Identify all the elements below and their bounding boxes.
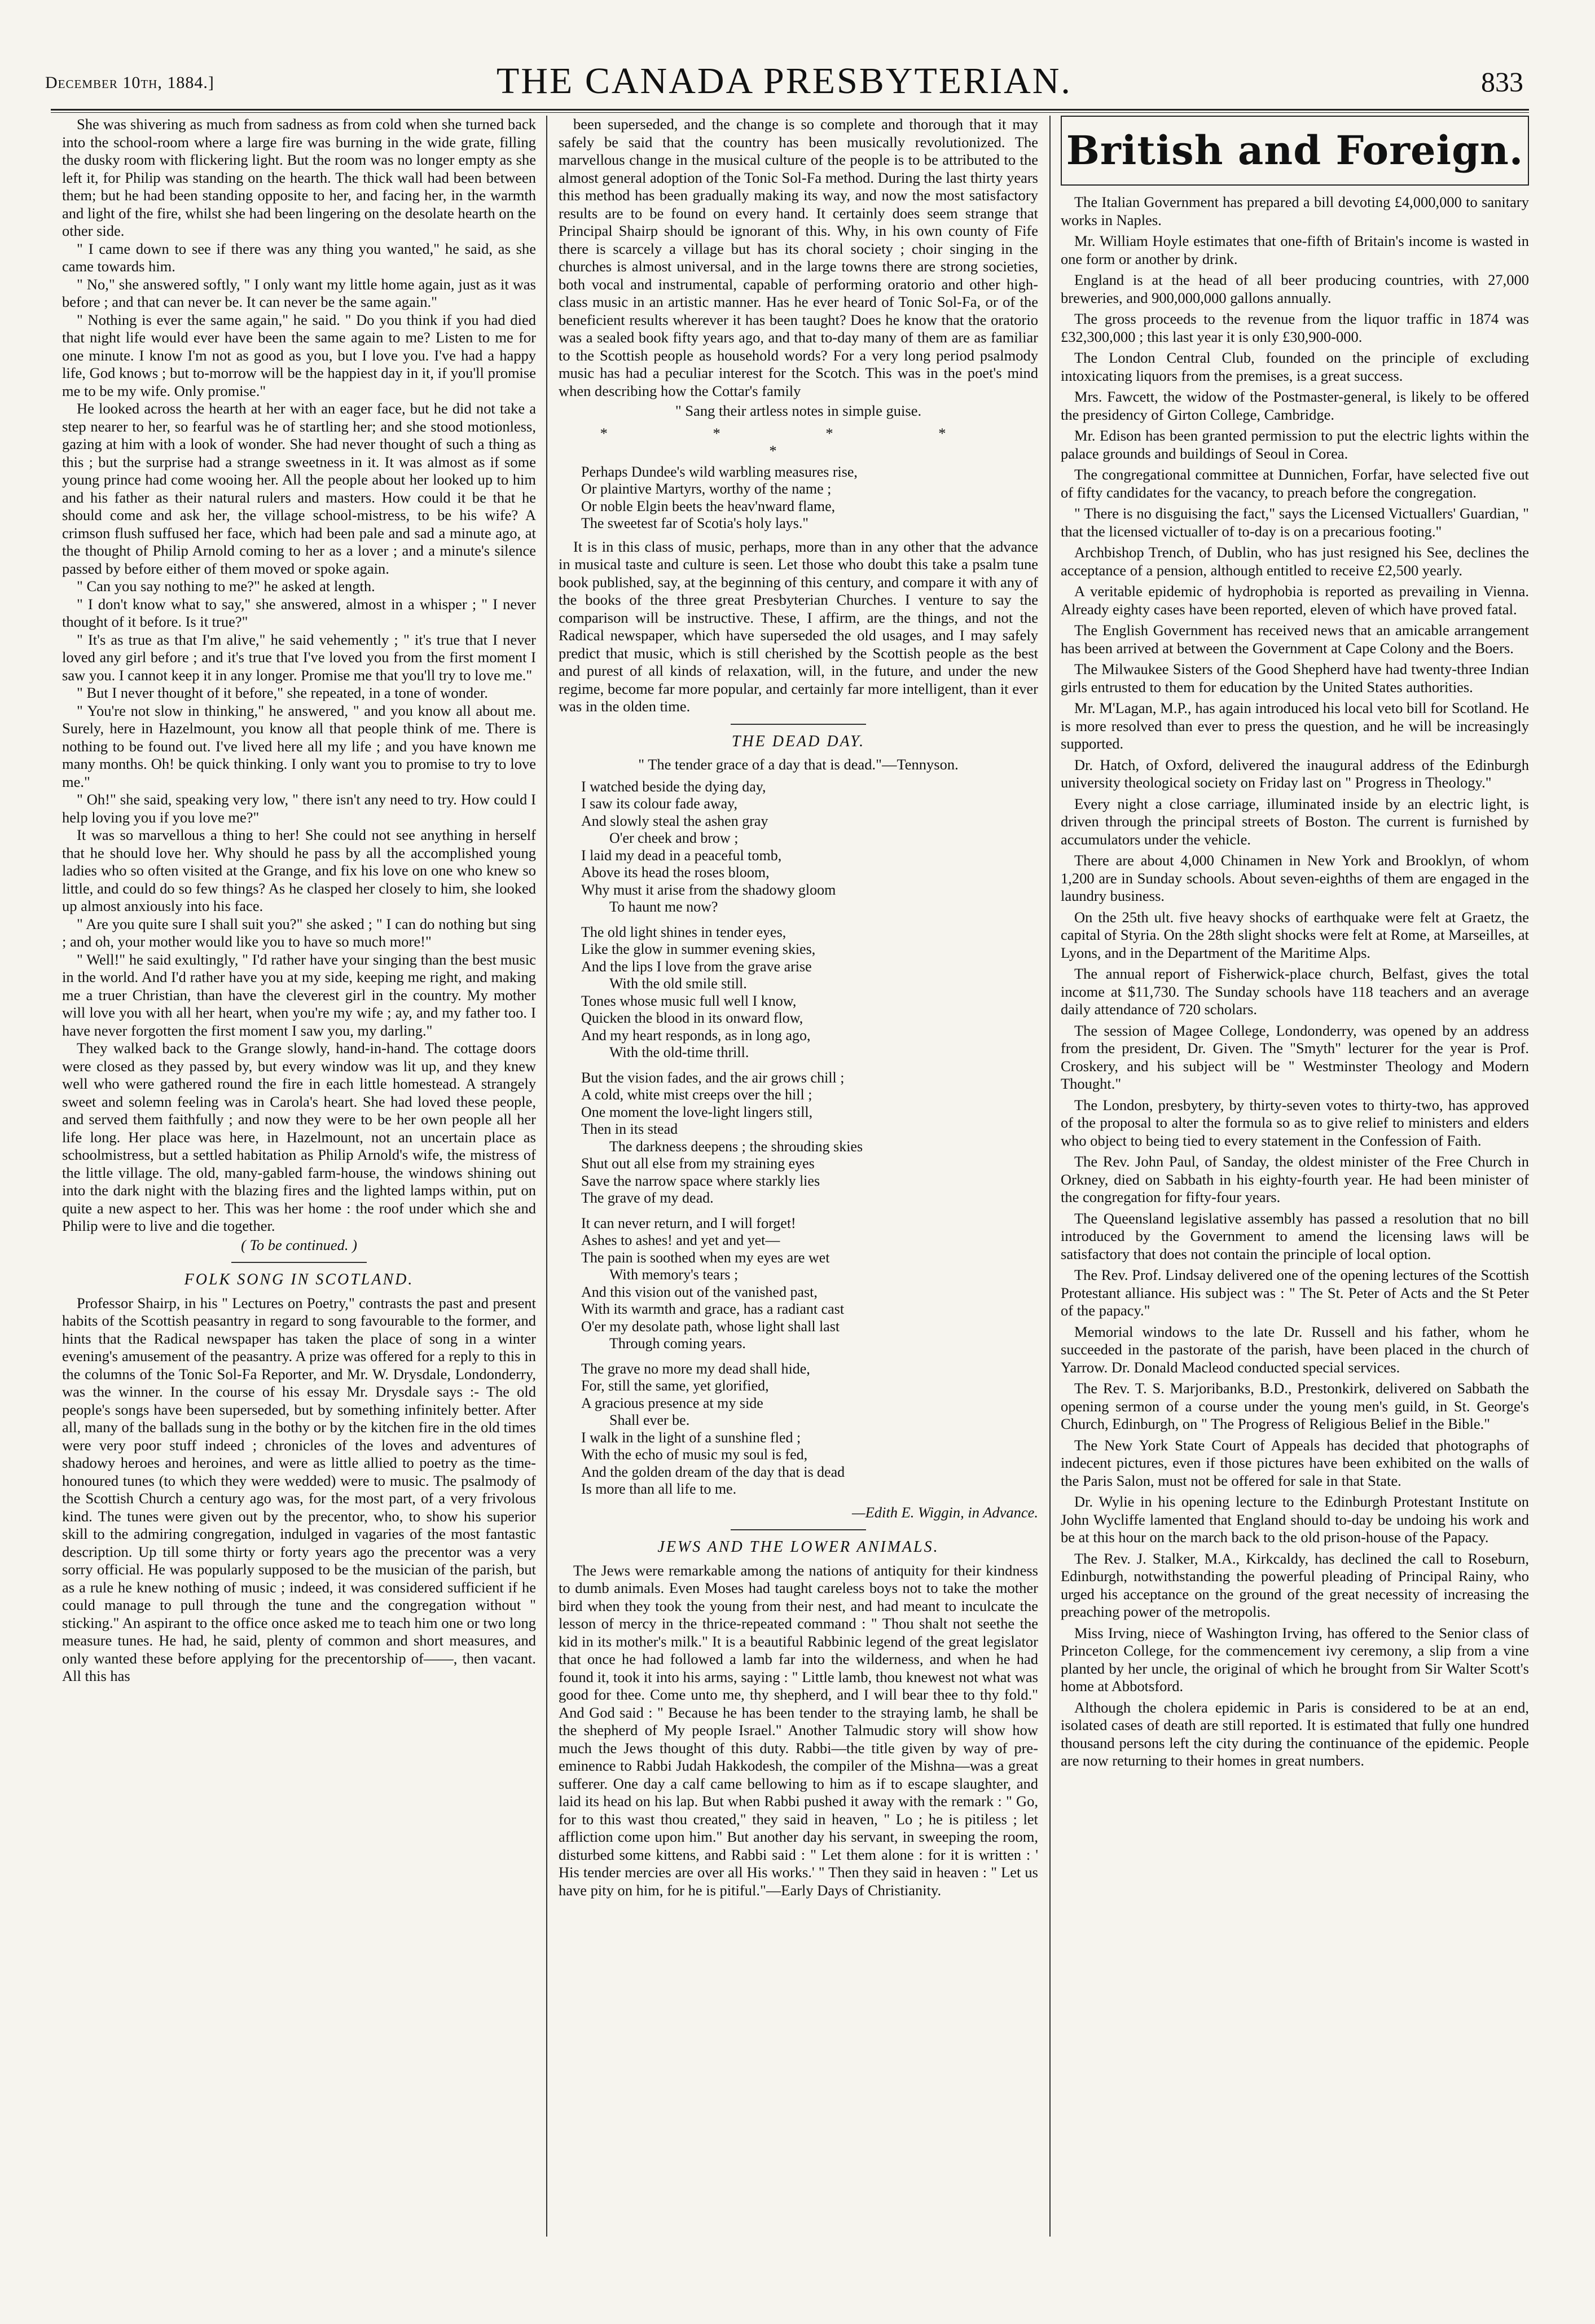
poem-line: Above its head the roses bloom, bbox=[581, 864, 770, 881]
jews-animals-article: The Jews were remarkable among the nations of antiquity for their kindness to dumb animals. Even Moses had taught careless boys not to take the mother bird when they took the young from their nest, and had meant to inculcate the lesson of mercy in the thrice-repeated command : " Thou shalt not seethe the kid in its mother's milk." It is a beautiful Rabbinic legend of the great legislator that once he had followed a lamb far into the wilderness, and when he had found it, took it into his arms, saying : " Little lamb, thou knewest not what was good for thee. Come unto me, thy shepherd, and I will bear thee to thy fold." And God said : " Because he has been tender to the straying lamb, he shall be the shepherd of My people Israel." Another Talmudic story will show how much the Jews thought of this duty. Rabbi—the title given by way of pre-eminence to Rabbi Judah Hakkodesh, the compiler of the Mishna—was a great sufferer. One day a calf came bellowing to him as if to escape slaughter, and laid its head on his lap. But when Rabbi pushed it away with the remark : " Go, for to this wast thou created," they said in heaven, " Lo ; he is pitiless ; let affliction come upon him." But another day his servant, in sweeping the room, disturbed some kittens, and Rabbi said : " Let them alone : for it is written : ' His tender mercies are over all His works.' " Then they said in heaven : " Let us have pity on him, for he is pitiful."—Early Days of Christianity. bbox=[559, 1561, 1038, 1899]
news-item: Miss Irving, niece of Washington Irving, has offered to the Senior class of Princeton College, for the commencement ivy ceremony, a slip from a vine planted by her uncle, the original of which he brought from Sir Walter Scott's home at Abbotsford. bbox=[1061, 1624, 1529, 1694]
poem-line: Is more than all life to me. bbox=[581, 1481, 737, 1497]
story-paragraph: " Nothing is ever the same again," he said. " Do you think if you had died that night life would ever have been the same again to me? Listen to me for one minute. I know I'm not as good as you, but I love you. I've had a happy life, God knows ; but to-morrow will be the happiest day in it, if you'll promise me to be my wife. Only promise." bbox=[62, 311, 536, 399]
news-items bbox=[1061, 193, 1529, 1770]
section-divider bbox=[731, 724, 866, 725]
poem-line: With the old-time thrill. bbox=[609, 1044, 749, 1060]
poem-line: I walk in the light of a sunshine fled ; bbox=[581, 1429, 801, 1446]
news-item: Mr. M'Lagan, M.P., has again introduced his local veto bill for Scotland. He is more resolved than ever to press the question, and he will be increasingly supported. bbox=[1061, 699, 1529, 752]
news-item: The congregational committee at Dunnichen, Forfar, have selected five out of fifty candidates for the vacancy, to preach before the congregation. bbox=[1061, 466, 1529, 501]
poem-line: And the lips I love from the grave arise bbox=[581, 958, 812, 975]
stanza-break bbox=[581, 1353, 1038, 1361]
story-paragraph: " You're not slow in thinking," he answered, " and you know all about me. Surely, here in Hazelmount, you know all that people think of me. There is nothing to be found out. I've lived here all my life ; and you have known me many months. Oh! be quick thinking. I only want you to promise to try to love me." bbox=[62, 702, 536, 790]
news-item: On the 25th ult. five heavy shocks of earthquake were felt at Graetz, the capital of Styria. On the 28th slight shocks were felt at Rome, at Marseilles, at Lyons, and in the Department of the Maritime Alps. bbox=[1061, 908, 1529, 961]
stanza-break bbox=[581, 1207, 1038, 1215]
story-paragraph: It was so marvellous a thing to her! She could not see anything in herself that he should love her. Why should he pass by all the accomplished young ladies who so often visited at the Grange, and fix his love on one who knew so little, and could do so few things? As he clasped her closely to him, she looked up almost anxiously into his face. bbox=[62, 826, 536, 914]
story-paragraph: " I don't know what to say," she answered, almost in a whisper ; " I never thought of it before. Is it true?" bbox=[62, 595, 536, 630]
poem-line: With memory's tears ; bbox=[609, 1266, 739, 1283]
news-item: The London, presbytery, by thirty-seven votes to thirty-two, has approved of the proposal to alter the formula so as to give relief to ministers and elders who object to being tied to every statement in the Confession of Faith. bbox=[1061, 1096, 1529, 1149]
story-paragraph: " No," she answered softly, " I only want my little home again, just as it was before ; and that can never be. It can never be the same again." bbox=[62, 275, 536, 310]
news-item: There are about 4,000 Chinamen in New York and Brooklyn, of whom 1,200 are in Sunday schools. About seven-eighths of them are engaged in the laundry business. bbox=[1061, 852, 1529, 904]
page-header bbox=[39, 56, 1529, 107]
poem-line: One moment the love-light lingers still, bbox=[581, 1103, 813, 1120]
poem-line: Or noble Elgin beets the heav'nward flame, bbox=[581, 498, 836, 514]
poem-line: I watched beside the dying day, bbox=[581, 778, 766, 795]
story-paragraph: She was shivering as much from sadness as from cold when she turned back into the school-room where a large fire was burning in the wide grate, filling the dusky room with flickering light. But the room was no longer empty as she left it, for Philip was standing on the hearth. The thick wall had been between them; but he had been standing opposite to her, and facing her, in the warmth and light of the fire, whilst she had been lingering on the desolate hearth on the other side. bbox=[62, 116, 536, 239]
story-paragraph: They walked back to the Grange slowly, hand-in-hand. The cottage doors were closed as they passed by, but every window was lit up, and they knew well who were gathered round the fire in each little homestead. A strangely sweet and solemn feeling was in Carola's heart. She had loved these people, and served them faithfully ; and now they were to be her own people all her life long. Her place was here, in Hazelmount, not an uncertain place as schoolmistress, but a settled habitation as Philip Arnold's wife, the mistress of the little village. The old, many-gabled farm-house, the windows shining out into the dark night with the blazing fires and the lighted lamps within, put on quite a new aspect to her. This was her home : the roof under which she and Philip were to live and die together. bbox=[62, 1040, 536, 1234]
page-number: 833 bbox=[1481, 66, 1523, 98]
folk-song-title: FOLK SONG IN SCOTLAND. bbox=[184, 1271, 414, 1288]
folk-song-continued bbox=[559, 116, 1038, 400]
poem-line: Then in its stead bbox=[581, 1121, 678, 1137]
news-item: The Rev. John Paul, of Sanday, the oldest minister of the Free Church in Orkney, died on Sabbath in his eighty-fourth year. He had been minister of the congregation for fifty-four years. bbox=[1061, 1153, 1529, 1205]
poem-line: I saw its colour fade away, bbox=[581, 795, 737, 812]
story-paragraph: " I came down to see if there was any thing you wanted," he said, as she came towards him. bbox=[62, 240, 536, 275]
folk-song-conclusion: It is in this class of music, perhaps, more than in any other that the advance in musical taste and culture is seen. Let those who doubt this take a psalm tune book published, say, at the beginning of this century, and compare it with any of the books of the three great Presbyterian Churches. I venture to say the comparison will be instructive. These, I affirm, are the things, and not the Radical newspaper, which have superseded the old usages, and I may safely predict that music, which is still cherished by the Scottish people as the best and purest of all kinds of relaxation, will, in the future, and under the new regime, become far more popular, and certainly far more intelligent, than it ever was in the olden time. bbox=[559, 538, 1038, 715]
poem-line: A gracious presence at my side bbox=[581, 1394, 763, 1411]
poem-line: For, still the same, yet glorified, bbox=[581, 1377, 769, 1394]
news-item: A veritable epidemic of hydrophobia is reported as prevailing in Vienna. Already eighty cases have been reported, eleven of which have proved fatal. bbox=[1061, 583, 1529, 618]
news-item: Mrs. Fawcett, the widow of the Postmaster-general, is likely to be offered the presidency of Girton College, Cambridge. bbox=[1061, 388, 1529, 423]
poem-line: With the old smile still. bbox=[609, 975, 747, 992]
story-paragraph: " Are you quite sure I shall suit you?" she asked ; " I can do nothing but sing ; and oh, your mother would like you to have so much more!" bbox=[62, 915, 536, 950]
poem-line: Save the narrow space where starkly lies bbox=[581, 1172, 820, 1189]
poem-line: To haunt me now? bbox=[609, 899, 718, 915]
news-item: Mr. Edison has been granted permission to put the electric lights within the palace grounds and buildings of Seoul in Corea. bbox=[1061, 427, 1529, 462]
stanza-break bbox=[581, 1062, 1038, 1069]
news-item: The Rev. T. S. Marjoribanks, B.D., Prestonkirk, delivered on Sabbath the opening sermon of a course under the young men's guild, in St. George's Church, Edinburgh, on " The Progress of Religious Belief in the Bible." bbox=[1061, 1380, 1529, 1432]
issue-date: December 10th, 1884.] bbox=[45, 73, 214, 92]
poem-line: With its warmth and grace, has a radiant cast bbox=[581, 1301, 845, 1317]
news-item: The annual report of Fisherwick-place church, Belfast, gives the total income at $11,730. The Sunday schools have 118 teachers and an average daily attendance of 720 scholars. bbox=[1061, 965, 1529, 1018]
dead-day-epigraph: " The tender grace of a day that is dead."—Tennyson. bbox=[638, 756, 959, 773]
poem-line: The darkness deepens ; the shrouding skies bbox=[609, 1138, 863, 1155]
news-item: Memorial windows to the late Dr. Russell and his father, whom he succeeded in the pastorate of the parish, have been placed in the church of Yarrow. Dr. Donald Macleod conducted special services. bbox=[1061, 1323, 1529, 1376]
news-item: Mr. William Hoyle estimates that one-fifth of Britain's income is wasted in one form or another by drink. bbox=[1061, 232, 1529, 267]
poem-attribution: —Edith E. Wiggin, in Advance. bbox=[852, 1503, 1038, 1521]
news-item: The Queensland legislative assembly has passed a resolution that no bill introduced by the Government to amend the licensing laws will be satisfactory that does not contain the principle of local option. bbox=[1061, 1209, 1529, 1262]
serial-story bbox=[62, 116, 536, 1235]
dead-day-poem bbox=[581, 778, 1038, 1498]
story-paragraph: " Well!" he said exultingly, " I'd rather have your singing than the best music in the world. And I'd rather have you at my side, keeping me right, and making me a truer Christian, than have the cleverest girl in the country. My mother will love you with all her heart, when you're my wife ; ay, and my father too. I have never forgotten the first moment I saw you, my darling." bbox=[62, 950, 536, 1039]
dead-day-title: THE DEAD DAY. bbox=[731, 732, 865, 750]
ornament-stars: * * * * * bbox=[600, 424, 997, 459]
stanza-break bbox=[581, 916, 1038, 924]
poem-line: Perhaps Dundee's wild warbling measures rise, bbox=[581, 463, 858, 480]
column-1 bbox=[62, 116, 536, 2237]
poem-line: The old light shines in tender eyes, bbox=[581, 923, 786, 940]
story-paragraph: " Can you say nothing to me?" he asked at length. bbox=[77, 578, 375, 595]
news-item: Archbishop Trench, of Dublin, who has just resigned his See, declines the acceptance of a pension, although entitled to receive £2,500 yearly. bbox=[1061, 544, 1529, 579]
poem-line: And the golden dream of the day that is dead bbox=[581, 1463, 845, 1480]
news-item: " There is no disguising the fact," says the Licensed Victuallers' Guardian, " that the licensed victualler of to-day is on a precarious footing." bbox=[1061, 505, 1529, 540]
newspaper-title: THE CANADA PRESBYTERIAN. bbox=[496, 60, 1072, 102]
poem-line: But the vision fades, and the air grows chill ; bbox=[581, 1069, 845, 1086]
news-item: Dr. Hatch, of Oxford, delivered the inaugural address of the Edinburgh university theological society on Friday last on " Progress in Theology." bbox=[1061, 756, 1529, 791]
poem-line: And this vision out of the vanished past, bbox=[581, 1283, 818, 1300]
poem-line: Tones whose music full well I know, bbox=[581, 992, 797, 1009]
news-item: The Rev. Prof. Lindsay delivered one of the opening lectures of the Scottish Protestant alliance. His subject was : " The St. Peter of Acts and the St Peter of the papacy." bbox=[1061, 1266, 1529, 1319]
poem-line: I laid my dead in a peaceful tomb, bbox=[581, 847, 782, 864]
quoted-line: " Sang their artless notes in simple guise. bbox=[675, 402, 922, 419]
news-item: England is at the head of all beer producing countries, with 27,000 breweries, and 900,000,000 gallons annually. bbox=[1061, 271, 1529, 306]
story-paragraph: He looked across the hearth at her with an eager face, but he did not take a step nearer to her, so fearful was he of startling her; and she stood motionless, gazing at him with a look of wonder. She had never thought of such a thing as this ; but the surprise had a strange sweetness in it. It was almost as if some young prince had come wooing her. All the people about her looked up to him and his father as their natural rulers and masters. How could it be that he should come and ask her, the village school-mistress, to be his wife? A crimson flush suffused her face, which had been pale and sad a minute ago, at the thought of Philip Arnold coming to her as a lover ; and a minute's silence passed by before either of them moved or spoke again. bbox=[62, 400, 536, 577]
story-paragraph: " It's as true as that I'm alive," he said vehemently ; " it's true that I never loved any girl before ; and it's true that I've loved you from the first moment I saw you. I cannot keep it in any longer. Promise me that you'll try to love me." bbox=[62, 631, 536, 684]
poem-line: Ashes to ashes! and yet and yet— bbox=[581, 1232, 780, 1248]
british-foreign-heading: British and Foreign. bbox=[1061, 116, 1529, 186]
article-paragraph: been superseded, and the change is so complete and thorough that it may safely be said that the country has been musically revolutionized. The marvellous change in the musical culture of the people is to be attributed to the almost general adoption of the Tonic Sol-Fa method. During the last thirty years this method has been gradually making its way, and now the most satisfactory results are to be found on every hand. It certainly does seem strange that Principal Shairp should be ignorant of this. Why, in his own county of Fife there is scarcely a village but has its choral society ; choir singing in the churches is almost universal, and in the large towns there are strong societies, both vocal and instrumental, capable of performing oratorio and other high-class music in an artistic manner. Has he ever heard of Tonic Sol-Fa, or of the beneficient results wherever it has been taught? Does he know that the oratorio was a sealed book fifty years ago, and that to-day many of them are as familiar to the Scottish people as household words? For a very long period psalmody music has had a peculiar interest for the Scotch. This was in the poet's mind when describing how the Cottar's family bbox=[559, 116, 1038, 399]
poem-line: Shall ever be. bbox=[609, 1412, 690, 1428]
quoted-verse bbox=[581, 464, 1038, 532]
column-divider-2 bbox=[1049, 116, 1051, 2237]
poem-line: It can never return, and I will forget! bbox=[581, 1214, 796, 1231]
column-2 bbox=[559, 116, 1038, 2237]
news-item: Dr. Wylie in his opening lecture to the Edinburgh Protestant Institute on John Wycliffe lamented that England should to-day be undoing his work and be at this hour on the march back to the old prison-house of the Papacy. bbox=[1061, 1493, 1529, 1546]
poem-line: The grave no more my dead shall hide, bbox=[581, 1360, 810, 1377]
story-paragraph: " Oh!" she said, speaking very low, " there isn't any need to try. How could I help loving you if you love me?" bbox=[62, 791, 536, 826]
poem-line: Why must it arise from the shadowy gloom bbox=[581, 881, 836, 898]
poem-line: Like the glow in summer evening skies, bbox=[581, 941, 816, 957]
poem-line: Quicken the blood in its onward flow, bbox=[581, 1010, 803, 1026]
folk-song-article bbox=[62, 1295, 536, 1685]
header-rule bbox=[51, 109, 1529, 111]
news-item: The New York State Court of Appeals has decided that photographs of indecent pictures, even if those pictures have been exhibited on the walls of the Paris Salon, must not be offered for sale in that State. bbox=[1061, 1436, 1529, 1489]
news-item: The Italian Government has prepared a bill devoting £4,000,000 to sanitary works in Naples. bbox=[1061, 193, 1529, 228]
poem-line: With the echo of music my soul is fed, bbox=[581, 1446, 808, 1463]
news-item: The Milwaukee Sisters of the Good Shepherd have had twenty-three Indian girls entrusted to them for education by the United States authorities. bbox=[1061, 661, 1529, 696]
poem-line: Or plaintive Martyrs, worthy of the name ; bbox=[581, 481, 832, 497]
poem-line: Through coming years. bbox=[609, 1335, 746, 1352]
poem-line: The sweetest far of Scotia's holy lays." bbox=[581, 515, 809, 531]
section-divider bbox=[231, 1262, 367, 1263]
news-item: The Rev. J. Stalker, M.A., Kirkcaldy, has declined the call to Roseburn, Edinburgh, notwithstanding the powerful pleading of Principal Rainy, who urged his acceptance on the ground of the great necessity of increasing the preaching power of the metropolis. bbox=[1061, 1550, 1529, 1620]
column-divider-1 bbox=[546, 116, 547, 2237]
poem-line: O'er cheek and brow ; bbox=[609, 830, 739, 846]
poem-line: A cold, white mist creeps over the hill ; bbox=[581, 1086, 812, 1103]
poem-line: And my heart responds, as in long ago, bbox=[581, 1027, 811, 1044]
news-item: Although the cholera epidemic in Paris is considered to be at an end, isolated cases of death are still reported. It is estimated that fully one hundred thousand persons left the city during the continuance of the epidemic. People are now returning to their homes in great numbers. bbox=[1061, 1698, 1529, 1769]
header-rule-thin bbox=[51, 112, 1529, 113]
article-paragraph: Professor Shairp, in his " Lectures on Poetry," contrasts the past and present habits of the Scottish peasantry in regard to song favourable to the former, and hints that the Radical newspaper has taken the place of song in a winter evening's amusement of the peasantry. A prize was offered for a reply to this in the columns of the Tonic Sol-Fa Reporter, and Mr. W. Drysdale, Londonderry, was the winner. In the course of his essay Mr. Drysdale says :- The old people's songs have been superseded, but by something infinitely better. After all, many of the ballads sung in the bothy or by the kitchen fire in the old times were very poor stuff indeed ; chronicles of the loves and adventures of shadowy heroes and heroines, and were as little allied to poetry as the time-honoured tunes (to which they were wedded) were to music. The psalmody of the Scottish Church a century ago was, for the most part, of a very frivolous kind. The tunes were given out by the precentor, who, to show his superior skill to the admiring congregation, indulged in vagaries of the most fantastic description. Up till some thirty or forty years ago the precentor was a very sorry official. He was popularly supposed to be the musician of the parish, but as a rule he knew nothing of music ; indeed, it was considered sufficient if he could manage to pull through the tune and the congregation without " sticking." An aspirant to the office once asked me to teach him one or two long measure tunes. He had, he said, plenty of common and short measures, and only wanted these before applying for the precentorship of——, then vacant. All this has bbox=[62, 1294, 536, 1684]
news-item: The English Government has received news that an amicable arrangement has been arrived at between the Government at Cape Colony and the Boers. bbox=[1061, 622, 1529, 657]
news-item: The London Central Club, founded on the principle of excluding intoxicating liquors from the premises, is a great success. bbox=[1061, 349, 1529, 384]
column-3 bbox=[1061, 116, 1529, 2237]
poem-line: And slowly steal the ashen gray bbox=[581, 812, 768, 829]
news-item: The session of Magee College, Londonderry, was opened by an address from the president, Dr. Given. The "Smyth" lecturer for the year is Prof. Croskery, and his subject will be " Westminster Theology and Modern Thought." bbox=[1061, 1022, 1529, 1092]
poem-line: The grave of my dead. bbox=[581, 1190, 714, 1206]
news-item: The gross proceeds to the revenue from the liquor traffic in 1874 was £32,300,000 ; this last year it is only £30,900-000. bbox=[1061, 310, 1529, 345]
story-paragraph: " But I never thought of it before," she repeated, in a tone of wonder. bbox=[77, 684, 488, 701]
poem-line: O'er my desolate path, whose light shall last bbox=[581, 1318, 840, 1335]
to-be-continued: ( To be continued. ) bbox=[241, 1236, 357, 1253]
jews-animals-title: JEWS AND THE LOWER ANIMALS. bbox=[657, 1538, 939, 1556]
section-divider bbox=[731, 1529, 866, 1530]
poem-line: The pain is soothed when my eyes are wet bbox=[581, 1249, 830, 1266]
poem-line: Shut out all else from my straining eyes bbox=[581, 1155, 815, 1172]
news-item: Every night a close carriage, illuminated inside by an electric light, is driven through the principal streets of Boston. The current is furnished by accumulators under the vehicle. bbox=[1061, 795, 1529, 848]
